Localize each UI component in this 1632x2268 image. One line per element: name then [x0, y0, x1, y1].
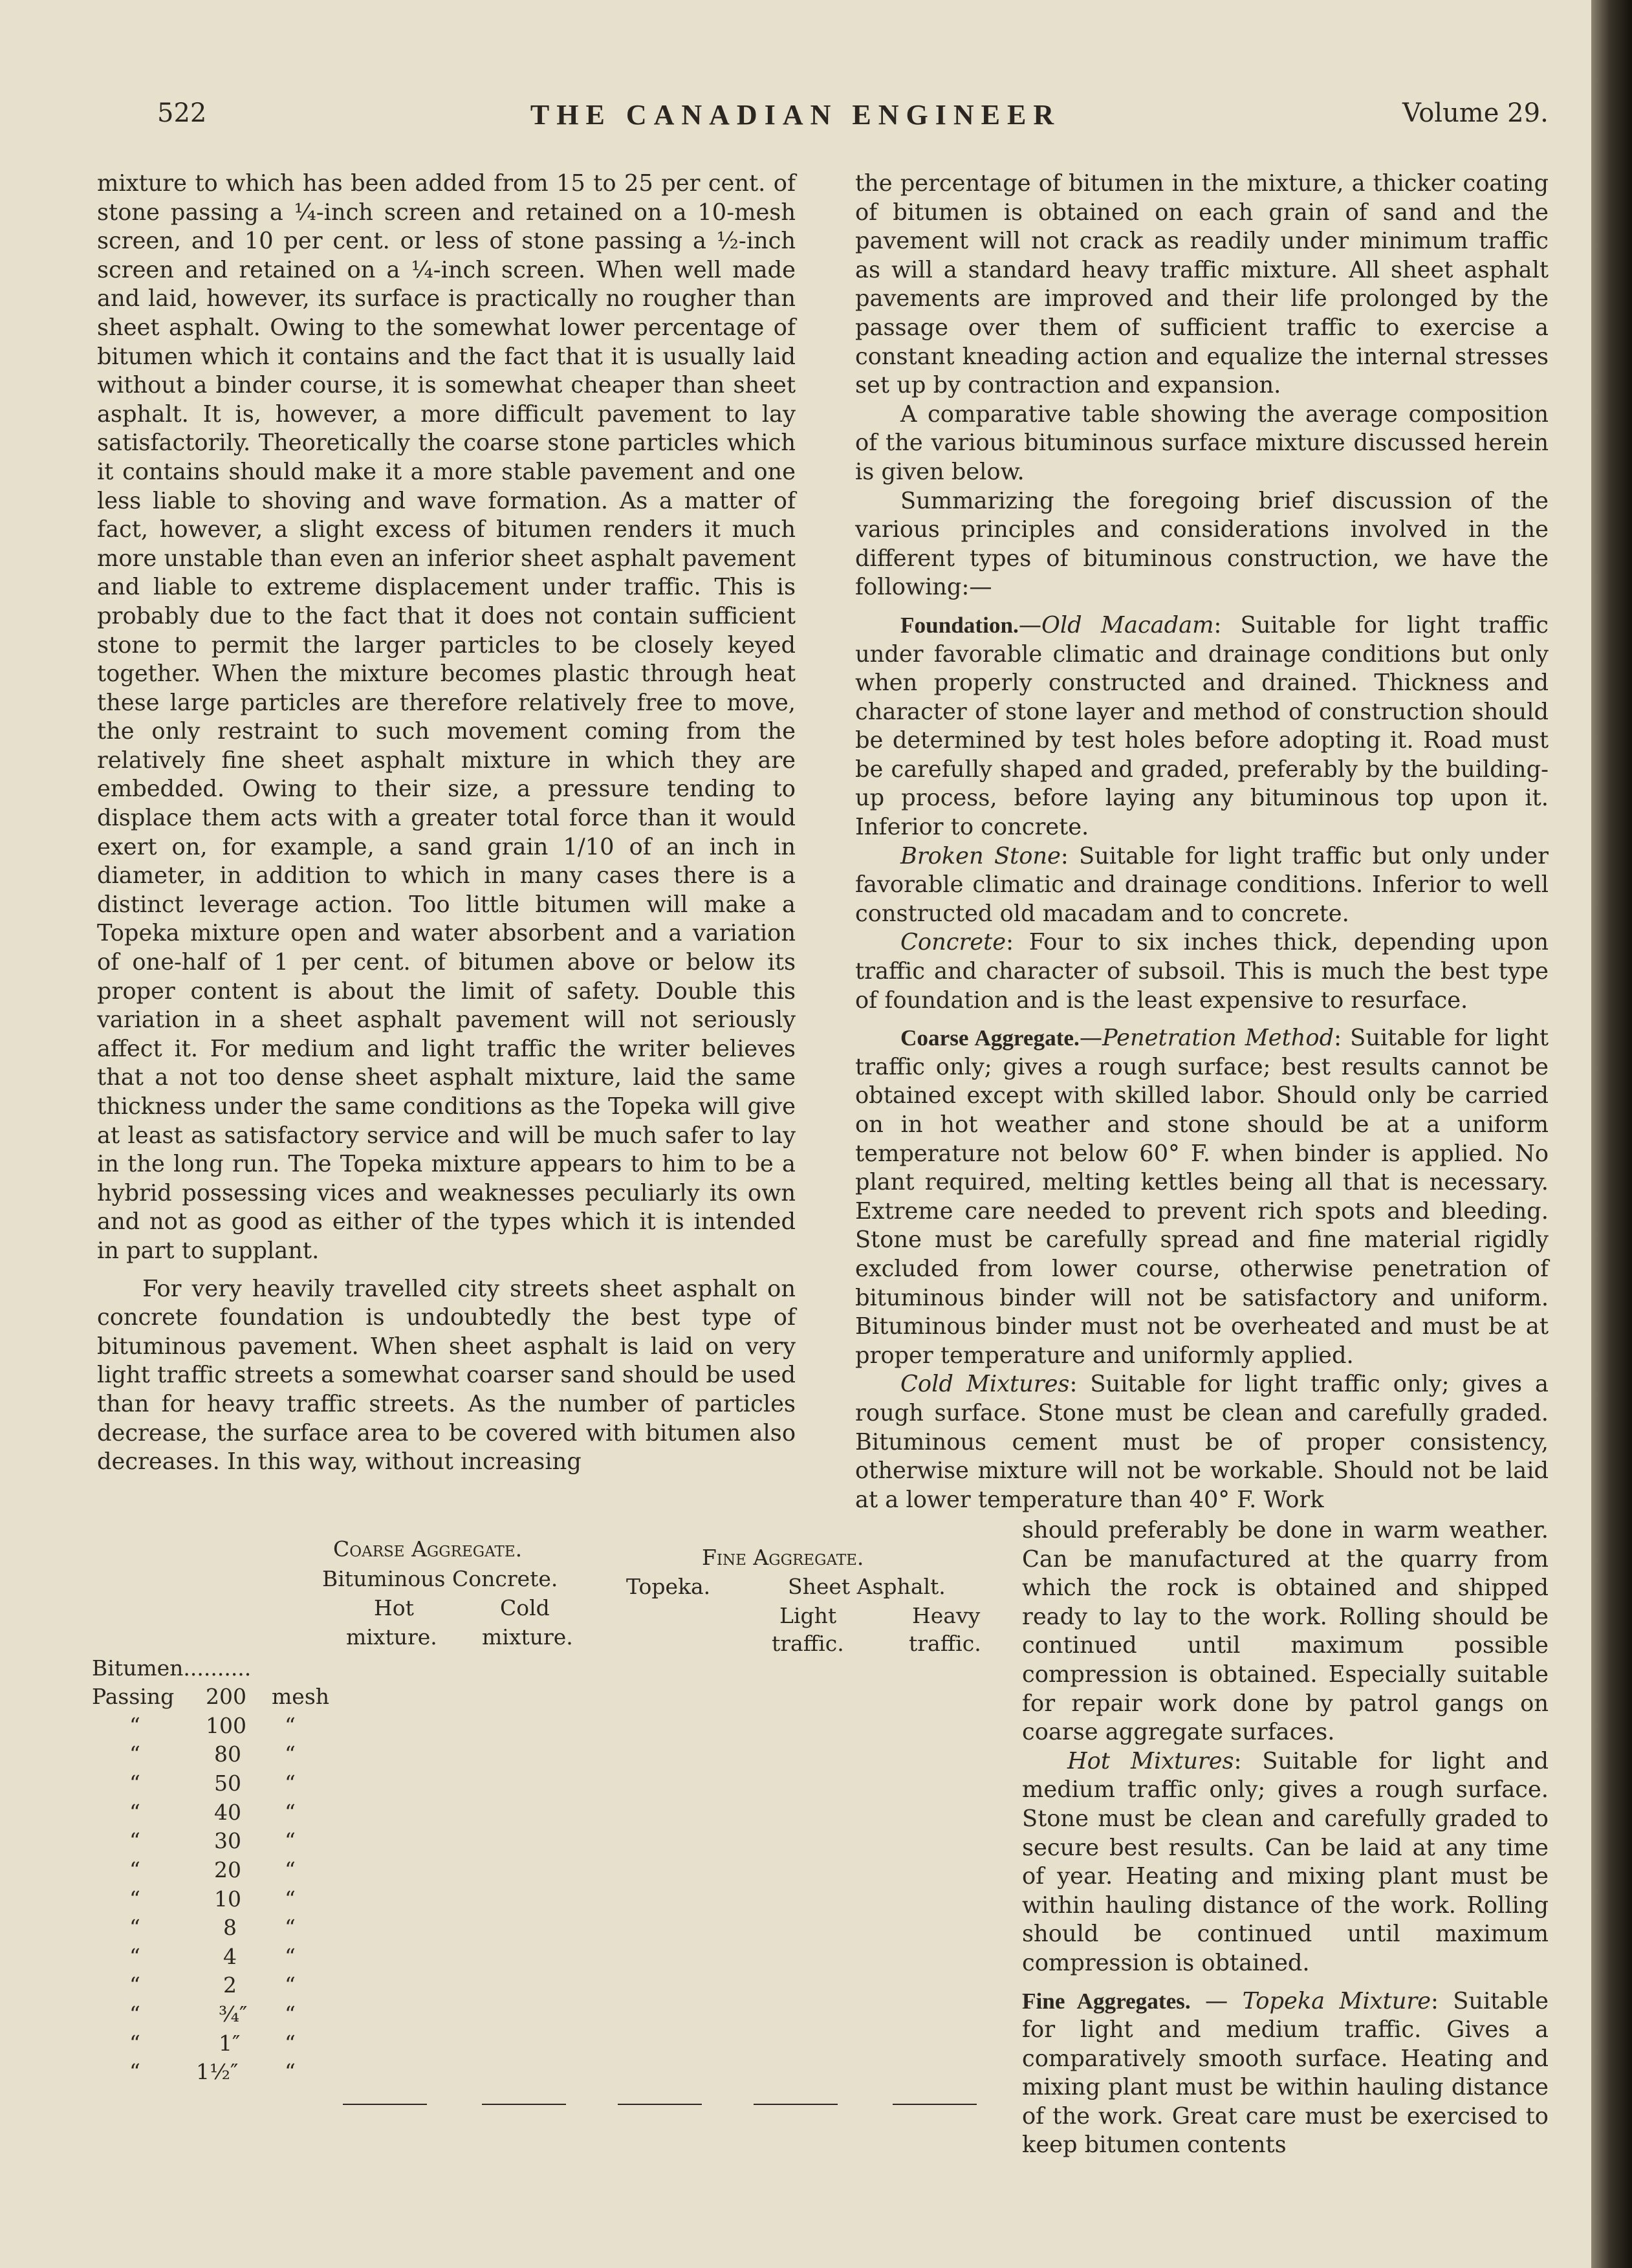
broken-stone-label: Broken Stone — [900, 842, 1061, 869]
row-unit: “ — [285, 1944, 296, 1969]
row-mesh: ¾″ — [219, 2001, 248, 2027]
row-unit: mesh — [272, 1684, 330, 1709]
row-label: “ — [129, 1771, 140, 1796]
topeka-header: Topeka. — [626, 1574, 711, 1599]
row-unit: “ — [285, 1886, 296, 1912]
heavy-header: Heavy — [912, 1603, 981, 1628]
bituminous-concrete-header: Bituminous Concrete. — [322, 1566, 558, 1591]
right-paragraph-1: the percentage of bitumen in the mixture, a thicker coating of bitumen is obtained on each grain of sand and the pavement will not crack as readily under minimum traffic as will a standard heavy traffic mixture. All sheet asphalt pavements are improved and their life prolonged by the passage over them of sufficient traffic to exercise a constant kneading action and equalize the internal stresses set up by contraction and expansion. — [855, 170, 1549, 399]
cold-mixtures-continued: should preferably be done in warm weather. Can be manufactured at the quarry from which the rock is obtained and shipped ready to lay to the work. Rolling should be continued until maximum possible compression is obtained. Especially suitable for repair work done by patrol gangs on coarse aggregate surfaces. — [1022, 1517, 1549, 1746]
coarse-aggregate-header: Coarse Aggregate. — [333, 1536, 523, 1562]
row-label: “ — [129, 1944, 140, 1969]
row-label: “ — [129, 1886, 140, 1912]
row-unit: “ — [285, 2059, 296, 2084]
row-label: “ — [129, 2059, 140, 2084]
row-label: Bitumen.......... — [92, 1655, 252, 1681]
row-mesh: 50 — [214, 1771, 241, 1796]
row-label: “ — [129, 2001, 140, 2027]
total-rule — [893, 2104, 977, 2105]
fine-aggregates-topeka: Fine Aggregates. — Topeka Mixture: Suitable for light and medium traffic. Gives a comparatively smooth surface. Heating and mixing plant must be within hauling distance of the work. Great care must be exercised to keep bitumen contents — [1022, 1987, 1549, 2159]
total-rule — [754, 2104, 838, 2105]
row-label: “ — [129, 1741, 140, 1767]
topeka-mixture-label: Topeka Mixture — [1242, 1987, 1431, 2014]
fine-aggregates-heading: Fine Aggregates. — [1022, 1988, 1191, 2014]
row-mesh: 8 — [223, 1915, 237, 1940]
old-macadam-label: Old Macadam — [1041, 611, 1214, 638]
concrete-paragraph: Concrete: Four to six inches thick, depending upon traffic and character of subsoil. This is much the best type of foundation and is the least expensive to resurface. — [855, 929, 1549, 1014]
cold-mixtures-label: Cold Mixtures — [900, 1371, 1070, 1398]
row-mesh: 1½″ — [196, 2059, 239, 2084]
hot-mixture-header: mixture. — [346, 1624, 437, 1650]
binding-spine — [1591, 0, 1632, 2268]
row-unit: “ — [285, 1972, 296, 1998]
journal-title: THE CANADIAN ENGINEER — [530, 99, 1061, 131]
row-mesh: 100 — [206, 1713, 246, 1738]
row-unit: “ — [285, 2001, 296, 2027]
total-rule — [482, 2104, 566, 2105]
row-mesh: 80 — [214, 1741, 241, 1767]
heavy-traffic-header: traffic. — [909, 1631, 981, 1656]
row-mesh: 40 — [214, 1800, 241, 1825]
light-traffic-header: traffic. — [772, 1631, 844, 1656]
left-paragraph-1: mixture to which has been added from 15 to 25 per cent. of stone passing a ¼-inch screen and retained on a 10-mesh screen, and 10 per cent. or less of stone passing a ½-inch screen and retained on a ¼-inch screen. When well made and laid, however, its surface is practically no rougher than sheet asphalt. Owing to the somewhat lower percentage of bitumen which it contains and the fact that it is usually laid without a binder course, it is somewhat cheaper than sheet asphalt. It is, however, a more difficult pavement to lay satisfactorily. Theoretically the coarse stone particles which it contains should make it a more stable pavement and one less liable to shoving and wave formation. As a matter of fact, however, a slight excess of bitumen renders it much more unstable than even an inferior sheet asphalt pavement and liable to extreme displacement under traffic. This is probably due to the fact that it does not contain sufficient stone to permit the larger particles to be closely keyed together. When the mixture becomes plastic through heat these large particles are therefore relatively free to move, the only restraint to such movement coming from the relatively fine sheet asphalt mixture in which they are embedded. Owing to their size, a pressure tending to displace them acts with a greater total force than it would exert on, for example, a sand grain 1/10 of an inch in diameter, in addition to which in many cases there is a distinct leverage action. Too little bitumen will make a Topeka mixture open and water absorbent and a variation of one-half of 1 per cent. of bitumen above or below its proper content is about the limit of safety. Double this variation in a sheet asphalt pavement will not seriously affect it. For medium and light traffic the writer believes that a not too dense sheet asphalt mixture, laid the same thickness under the same conditions as the Topeka will give at least as satisfactory service and will be much safer to lay in the long run. The Topeka mixture appears to him to be a hybrid possessing vices and weaknesses peculiarly its own and not as good as either of the types which it is intended in part to supplant. — [97, 170, 796, 1264]
row-label: “ — [129, 1972, 140, 1998]
volume-label: Volume 29. — [1402, 98, 1549, 128]
coarse-aggregate-heading: Coarse Aggregate. — [900, 1025, 1080, 1051]
row-unit: “ — [285, 2031, 296, 2056]
page-number: 522 — [157, 98, 207, 128]
row-label: Passing — [92, 1684, 175, 1709]
row-unit: “ — [285, 1828, 296, 1853]
cold-mixtures-paragraph: Cold Mixtures: Suitable for light traffic only; gives a rough surface. Stone must be clean and carefully graded. Bituminous cement must be of proper consistency, otherwise mixture will not be workable. Should not be laid at a lower temperature than 40° F. Work — [855, 1371, 1549, 1513]
row-label: “ — [129, 1828, 140, 1853]
right-paragraph-3: Summarizing the foregoing brief discussion of the various principles and considerations involved in the different types of bituminous construction, we have the following:— — [855, 487, 1549, 601]
penetration-label: Penetration Method — [1102, 1025, 1334, 1052]
row-label: “ — [129, 1857, 140, 1882]
cold-header: Cold — [500, 1595, 550, 1620]
sheet-asphalt-header: Sheet Asphalt. — [788, 1574, 946, 1599]
row-mesh: 10 — [214, 1886, 241, 1912]
concrete-label: Concrete — [900, 929, 1006, 956]
hot-mixtures-paragraph: Hot Mixtures: Suitable for light and medium traffic only; gives a rough surface. Stone must be clean and carefully graded to secure best results. Can be laid at any time of year. Heating and mixing plant must be within hauling distance of the work. Rolling should be continued until maximum compression is obtained. — [1022, 1747, 1549, 1976]
left-paragraph-2: For very heavily travelled city streets sheet asphalt on concrete foundation is undoubtedly the best type of bituminous pavement. When sheet asphalt is laid on very light traffic streets a somewhat coarser sand should be used than for heavy traffic streets. As the number of particles decrease, the surface area to be covered with bitumen also decreases. In this way, without increasing — [97, 1275, 796, 1476]
right-column-narrow — [1022, 1516, 1549, 2160]
row-mesh: 200 — [206, 1684, 246, 1709]
row-unit: “ — [285, 1713, 296, 1738]
light-header: Light — [779, 1603, 837, 1628]
row-unit: “ — [285, 1741, 296, 1767]
total-rule — [343, 2104, 427, 2105]
row-mesh: 4 — [223, 1944, 237, 1969]
row-unit: “ — [285, 1915, 296, 1940]
hot-header: Hot — [374, 1595, 414, 1620]
row-unit: “ — [285, 1800, 296, 1825]
foundation-heading: Foundation. — [900, 612, 1019, 638]
row-mesh: 20 — [214, 1857, 241, 1882]
coarse-aggregate-penetration: Coarse Aggregate.—Penetration Method: Suitable for light traffic only; gives a rough surface; best results cannot be obtained except with skilled labor. Should only be carried on in hot weather and stone should be at a uniform temperature not below 60° F. when binder is applied. No plant required, melting kettles being all that is necessary. Extreme care needed to prevent rich spots and bleeding. Stone must be carefully spread and fine material rigidly excluded from lower course, otherwise penetration of bituminous binder will not be satisfactory and uniform. Bituminous binder must not be overheated and must be at proper temperature and uniformly applied. — [855, 1025, 1549, 1369]
fine-aggregate-header: Fine Aggregate. — [702, 1545, 864, 1570]
row-label: “ — [129, 1800, 140, 1825]
row-label: “ — [129, 1713, 140, 1738]
broken-stone-paragraph: Broken Stone: Suitable for light traffic but only under favorable climatic and drainage conditions. Inferior to well constructed old macadam and to concrete. — [855, 842, 1549, 927]
row-unit: “ — [285, 1857, 296, 1882]
hot-mixtures-label: Hot Mixtures — [1067, 1747, 1234, 1774]
foundation-old-macadam: Foundation.—Old Macadam: Suitable for light traffic under favorable climatic and drainage conditions but only when properly constructed and drained. Thickness and character of stone layer and method of construction should be determined by test holes before adopting it. Road must be carefully shaped and graded, preferably by the building-up process, before laying any bituminous top upon it. Inferior to concrete. — [855, 611, 1549, 841]
cold-mixture-header: mixture. — [482, 1624, 573, 1650]
total-rule — [618, 2104, 702, 2105]
row-label: “ — [129, 1915, 140, 1940]
row-label: “ — [129, 2031, 140, 2056]
right-paragraph-2: A comparative table showing the average composition of the various bituminous surface mixture discussed herein is given below. — [855, 400, 1549, 485]
row-mesh: 30 — [214, 1828, 241, 1853]
row-unit: “ — [285, 1771, 296, 1796]
row-mesh: 2 — [223, 1972, 237, 1998]
row-mesh: 1″ — [219, 2031, 241, 2056]
